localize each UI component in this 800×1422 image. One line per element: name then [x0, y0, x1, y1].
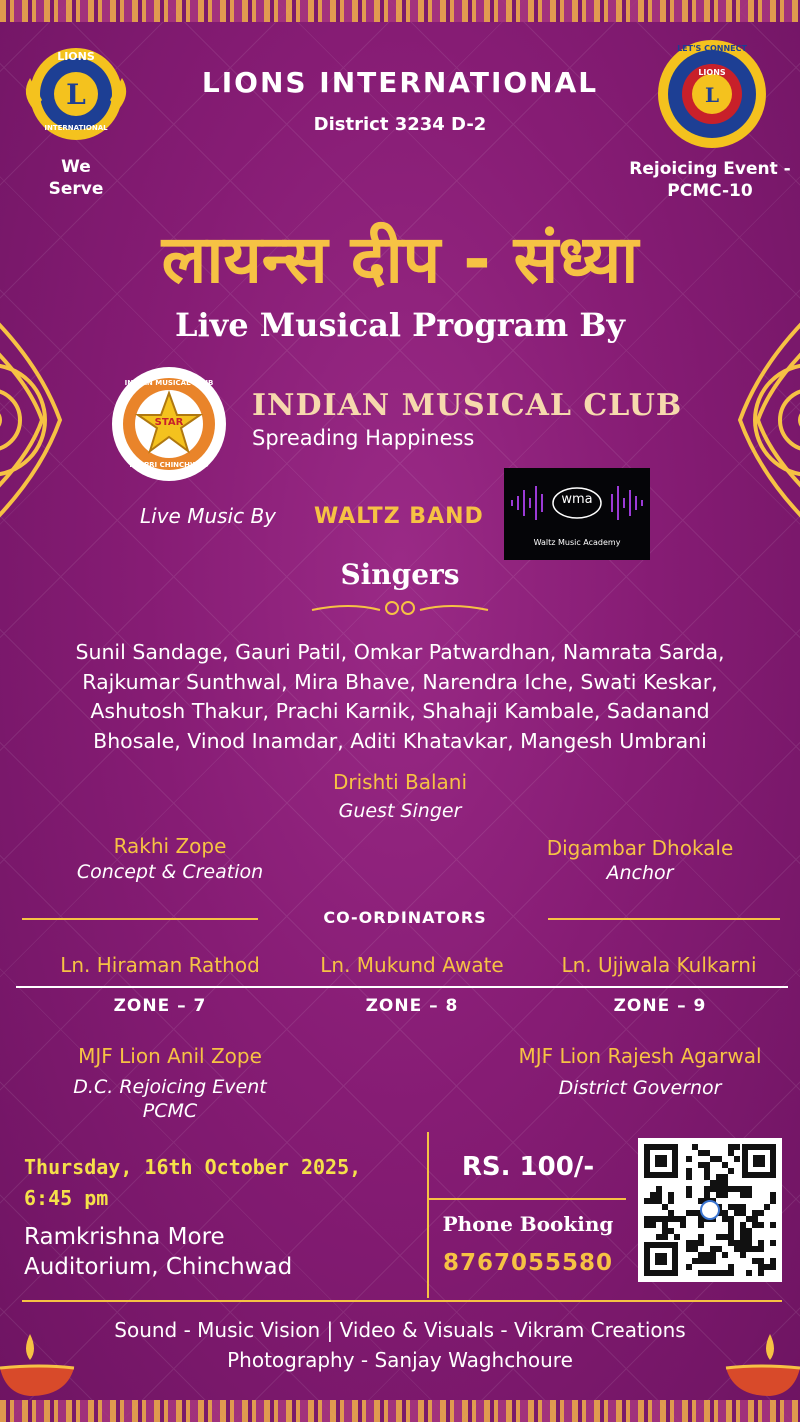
qr-module — [722, 1180, 728, 1186]
indian-musical-club-badge — [110, 365, 228, 483]
qr-module — [728, 1222, 734, 1228]
qr-module — [740, 1222, 746, 1228]
venue-line-1: Ramkrishna More — [24, 1224, 225, 1250]
qr-module — [668, 1228, 674, 1234]
qr-module — [656, 1186, 662, 1192]
qr-module — [656, 1234, 662, 1240]
qr-module — [656, 1198, 662, 1204]
ticket-price: RS. 100/- — [461, 1152, 595, 1182]
qr-module — [728, 1150, 734, 1156]
qr-module — [710, 1270, 716, 1276]
qr-module — [686, 1240, 692, 1246]
qr-module — [662, 1216, 668, 1222]
qr-module — [698, 1234, 704, 1240]
qr-module — [662, 1234, 668, 1240]
singers-line-2: Rajkumar Sunthwal, Mira Bhave, Narendra Iche, Swati Keskar, — [82, 669, 718, 694]
official-left-role — [40, 1075, 300, 1123]
lions-logo-label: LIONS — [57, 50, 95, 63]
qr-module — [734, 1156, 740, 1162]
left-mandala — [0, 305, 70, 535]
qr-module — [746, 1192, 752, 1198]
venue-line-2: Auditorium, Chinchwad — [24, 1254, 293, 1280]
qr-module — [686, 1210, 692, 1216]
qr-module — [710, 1258, 716, 1264]
coordinator-name-3: Ln. Ujjwala Kulkarni — [561, 953, 757, 977]
qr-module — [752, 1222, 758, 1228]
qr-module — [740, 1186, 746, 1192]
qr-module — [740, 1204, 746, 1210]
qr-module — [698, 1222, 704, 1228]
singers-flourish — [310, 598, 490, 620]
right-diya-icon — [720, 1330, 800, 1400]
qr-module — [710, 1180, 716, 1186]
singers-line-4: Bhosale, Vinod Inamdar, Aditi Khatavkar, Mangesh Umbrani — [93, 728, 707, 753]
qr-module — [662, 1228, 668, 1234]
district-label: District 3234 D-2 — [313, 114, 487, 135]
qr-module — [728, 1228, 734, 1234]
qr-module — [656, 1192, 662, 1198]
guest-singer-name: Drishti Balani — [332, 770, 468, 794]
footer-line-2: Photography - Sanjay Waghchoure — [227, 1348, 573, 1372]
qr-module — [710, 1186, 716, 1192]
anchor-role: Anchor — [606, 862, 674, 884]
qr-module — [722, 1174, 728, 1180]
qr-module — [698, 1150, 704, 1156]
qr-module — [722, 1186, 728, 1192]
band-name: WALTZ BAND — [314, 504, 484, 529]
coordinators-heading: CO-ORDINATORS — [323, 908, 487, 927]
qr-module — [770, 1222, 776, 1228]
qr-code[interactable] — [638, 1138, 782, 1282]
club-name: INDIAN MUSICAL CLUB — [252, 388, 683, 423]
we-serve-caption: We Serve — [48, 157, 104, 199]
qr-module — [770, 1198, 776, 1204]
top-border — [0, 0, 800, 22]
qr-module — [698, 1252, 704, 1258]
concept-role: Concept & Creation — [76, 861, 264, 883]
qr-module — [758, 1258, 764, 1264]
qr-module — [746, 1270, 752, 1276]
official-right-role: District Governor — [558, 1077, 722, 1099]
qr-module — [698, 1270, 704, 1276]
event-venue — [24, 1222, 424, 1282]
org-title: LIONS INTERNATIONAL — [201, 66, 599, 99]
qr-module — [764, 1204, 770, 1210]
qr-module — [752, 1216, 758, 1222]
qr-module — [716, 1192, 722, 1198]
qr-module — [704, 1186, 710, 1192]
rejoicing-caption-line1: Rejoicing Event - — [629, 159, 791, 179]
qr-module — [704, 1150, 710, 1156]
qr-module — [722, 1234, 728, 1240]
svg-text:L: L — [66, 78, 86, 111]
qr-module — [692, 1144, 698, 1150]
qr-module — [728, 1240, 734, 1246]
qr-module — [662, 1204, 668, 1210]
qr-module — [758, 1210, 764, 1216]
qr-module — [728, 1204, 734, 1210]
qr-module — [704, 1168, 710, 1174]
right-mandala — [730, 305, 800, 535]
qr-module — [728, 1144, 734, 1150]
coordinator-name-1: Ln. Hiraman Rathod — [60, 953, 260, 977]
qr-module — [728, 1264, 734, 1270]
qr-module — [686, 1168, 692, 1174]
qr-module — [746, 1186, 752, 1192]
qr-module — [704, 1162, 710, 1168]
club-tagline: Spreading Happiness — [252, 426, 475, 450]
badge-star-text: STAR — [154, 417, 184, 428]
qr-module — [686, 1192, 692, 1198]
qr-module — [644, 1198, 650, 1204]
qr-module — [668, 1198, 674, 1204]
qr-module — [704, 1252, 710, 1258]
qr-module — [686, 1246, 692, 1252]
qr-module — [752, 1246, 758, 1252]
qr-module — [758, 1264, 764, 1270]
qr-module — [686, 1156, 692, 1162]
coordinator-name-2: Ln. Mukund Awate — [320, 953, 504, 977]
lets-connect-mid: LIONS — [698, 68, 726, 77]
qr-module — [722, 1162, 728, 1168]
lions-logo-sub: INTERNATIONAL — [44, 124, 108, 132]
qr-module — [662, 1222, 668, 1228]
qr-module — [746, 1240, 752, 1246]
qr-module — [674, 1216, 680, 1222]
qr-module — [728, 1216, 734, 1222]
coordinators-left-rule — [22, 918, 258, 920]
qr-module — [710, 1246, 716, 1252]
qr-module — [686, 1264, 692, 1270]
qr-module — [704, 1174, 710, 1180]
qr-module — [710, 1252, 716, 1258]
qr-module — [698, 1258, 704, 1264]
qr-module — [728, 1186, 734, 1192]
program-subtitle: Live Musical Program By — [175, 306, 625, 344]
qr-module — [740, 1210, 746, 1216]
qr-module — [650, 1216, 656, 1222]
qr-module — [734, 1240, 740, 1246]
qr-module — [716, 1234, 722, 1240]
svg-text:L: L — [704, 83, 720, 107]
qr-module — [764, 1264, 770, 1270]
qr-module — [650, 1192, 656, 1198]
qr-module — [758, 1246, 764, 1252]
official-left-role-line2: PCMC — [142, 1100, 198, 1122]
qr-module — [740, 1228, 746, 1234]
qr-module — [674, 1234, 680, 1240]
qr-module — [722, 1216, 728, 1222]
wma-logo-text: wma — [561, 492, 593, 507]
waltz-music-academy-logo — [504, 468, 650, 560]
lions-logo — [20, 38, 132, 150]
live-music-prefix: Live Music By — [140, 504, 277, 528]
event-date: Thursday, 16th October 2025, — [24, 1155, 362, 1179]
qr-module — [650, 1222, 656, 1228]
wma-caption: Waltz Music Academy — [533, 538, 621, 547]
bottom-border — [0, 1400, 800, 1422]
qr-module — [692, 1246, 698, 1252]
qr-module — [686, 1174, 692, 1180]
qr-module — [644, 1216, 650, 1222]
qr-module — [722, 1210, 728, 1216]
qr-module — [770, 1264, 776, 1270]
qr-module — [758, 1240, 764, 1246]
qr-module — [770, 1258, 776, 1264]
qr-module — [734, 1210, 740, 1216]
coordinators-divider — [16, 986, 788, 988]
zone-label-7: ZONE – 7 — [113, 996, 207, 1016]
lets-connect-logo — [656, 38, 768, 150]
qr-module — [734, 1246, 740, 1252]
zone-label-9: ZONE – 9 — [613, 996, 707, 1016]
qr-module — [734, 1144, 740, 1150]
qr-module — [704, 1258, 710, 1264]
qr-module — [740, 1234, 746, 1240]
qr-module — [656, 1216, 662, 1222]
concept-name: Rakhi Zope — [113, 834, 227, 858]
qr-module — [746, 1228, 752, 1234]
hindi-title: लायन्स दीप - संध्या — [161, 221, 639, 298]
qr-module — [668, 1210, 674, 1216]
qr-module — [668, 1192, 674, 1198]
qr-module — [716, 1156, 722, 1162]
qr-module — [698, 1240, 704, 1246]
qr-module — [734, 1204, 740, 1210]
badge-bottom-text: PIMPRI CHINCHWAD — [129, 461, 209, 469]
official-right-name: MJF Lion Rajesh Agarwal — [518, 1044, 762, 1068]
qr-module — [704, 1270, 710, 1276]
qr-module — [722, 1270, 728, 1276]
singers-line-3: Ashutosh Thakur, Prachi Karnik, Shahaji Kambale, Sadanand — [90, 699, 710, 723]
qr-module — [746, 1234, 752, 1240]
qr-module — [746, 1246, 752, 1252]
singers-heading: Singers — [340, 558, 460, 591]
phone-booking-label: Phone Booking — [442, 1212, 614, 1236]
zone-label-8: ZONE – 8 — [365, 996, 459, 1016]
qr-module — [752, 1210, 758, 1216]
qr-module — [692, 1258, 698, 1264]
anchor-name: Digambar Dhokale — [546, 836, 734, 860]
qr-module — [740, 1240, 746, 1246]
event-time: 6:45 pm — [24, 1186, 109, 1210]
qr-module — [716, 1270, 722, 1276]
qr-module — [740, 1192, 746, 1198]
qr-module — [728, 1168, 734, 1174]
qr-module — [722, 1252, 728, 1258]
rejoicing-caption — [620, 158, 800, 202]
qr-module — [770, 1192, 776, 1198]
singers-list — [20, 638, 780, 756]
qr-module — [680, 1216, 686, 1222]
singers-line-1: Sunil Sandage, Gauri Patil, Omkar Patwardhan, Namrata Sarda, — [75, 640, 725, 664]
booking-phone-number[interactable]: 8767055580 — [442, 1250, 614, 1276]
official-left-role-line1: D.C. Rejoicing Event — [73, 1076, 267, 1098]
qr-module — [692, 1240, 698, 1246]
details-mid-rule — [428, 1198, 626, 1200]
qr-module — [734, 1186, 740, 1192]
qr-module — [758, 1270, 764, 1276]
qr-module — [716, 1174, 722, 1180]
qr-module — [716, 1246, 722, 1252]
details-vertical-rule — [427, 1132, 429, 1298]
qr-module — [644, 1222, 650, 1228]
qr-module — [692, 1210, 698, 1216]
qr-module — [650, 1198, 656, 1204]
qr-module — [680, 1222, 686, 1228]
qr-module — [698, 1162, 704, 1168]
qr-module — [752, 1258, 758, 1264]
qr-module — [722, 1192, 728, 1198]
qr-module — [770, 1240, 776, 1246]
footer-line-1: Sound - Music Vision | Video & Visuals - Vikram Creations — [114, 1318, 686, 1342]
qr-module — [716, 1180, 722, 1186]
guest-singer-role: Guest Singer — [338, 800, 462, 822]
coordinators-right-rule — [548, 918, 780, 920]
qr-module — [686, 1186, 692, 1192]
qr-module — [728, 1234, 734, 1240]
official-left-name: MJF Lion Anil Zope — [78, 1044, 262, 1068]
qr-module — [740, 1252, 746, 1258]
details-bottom-rule — [22, 1300, 782, 1302]
qr-module — [704, 1192, 710, 1198]
lets-connect-text: LET'S CONNECT — [677, 44, 747, 53]
rejoicing-caption-line2: PCMC-10 — [667, 181, 753, 201]
qr-module — [728, 1270, 734, 1276]
qr-module — [758, 1222, 764, 1228]
qr-module — [716, 1186, 722, 1192]
event-datetime — [24, 1152, 424, 1214]
qr-module — [710, 1156, 716, 1162]
qr-module — [746, 1216, 752, 1222]
left-diya-icon — [0, 1330, 80, 1400]
qr-module — [740, 1246, 746, 1252]
badge-top-text: INDIAN MUSICAL CLUB — [124, 379, 214, 387]
qr-module — [668, 1216, 674, 1222]
